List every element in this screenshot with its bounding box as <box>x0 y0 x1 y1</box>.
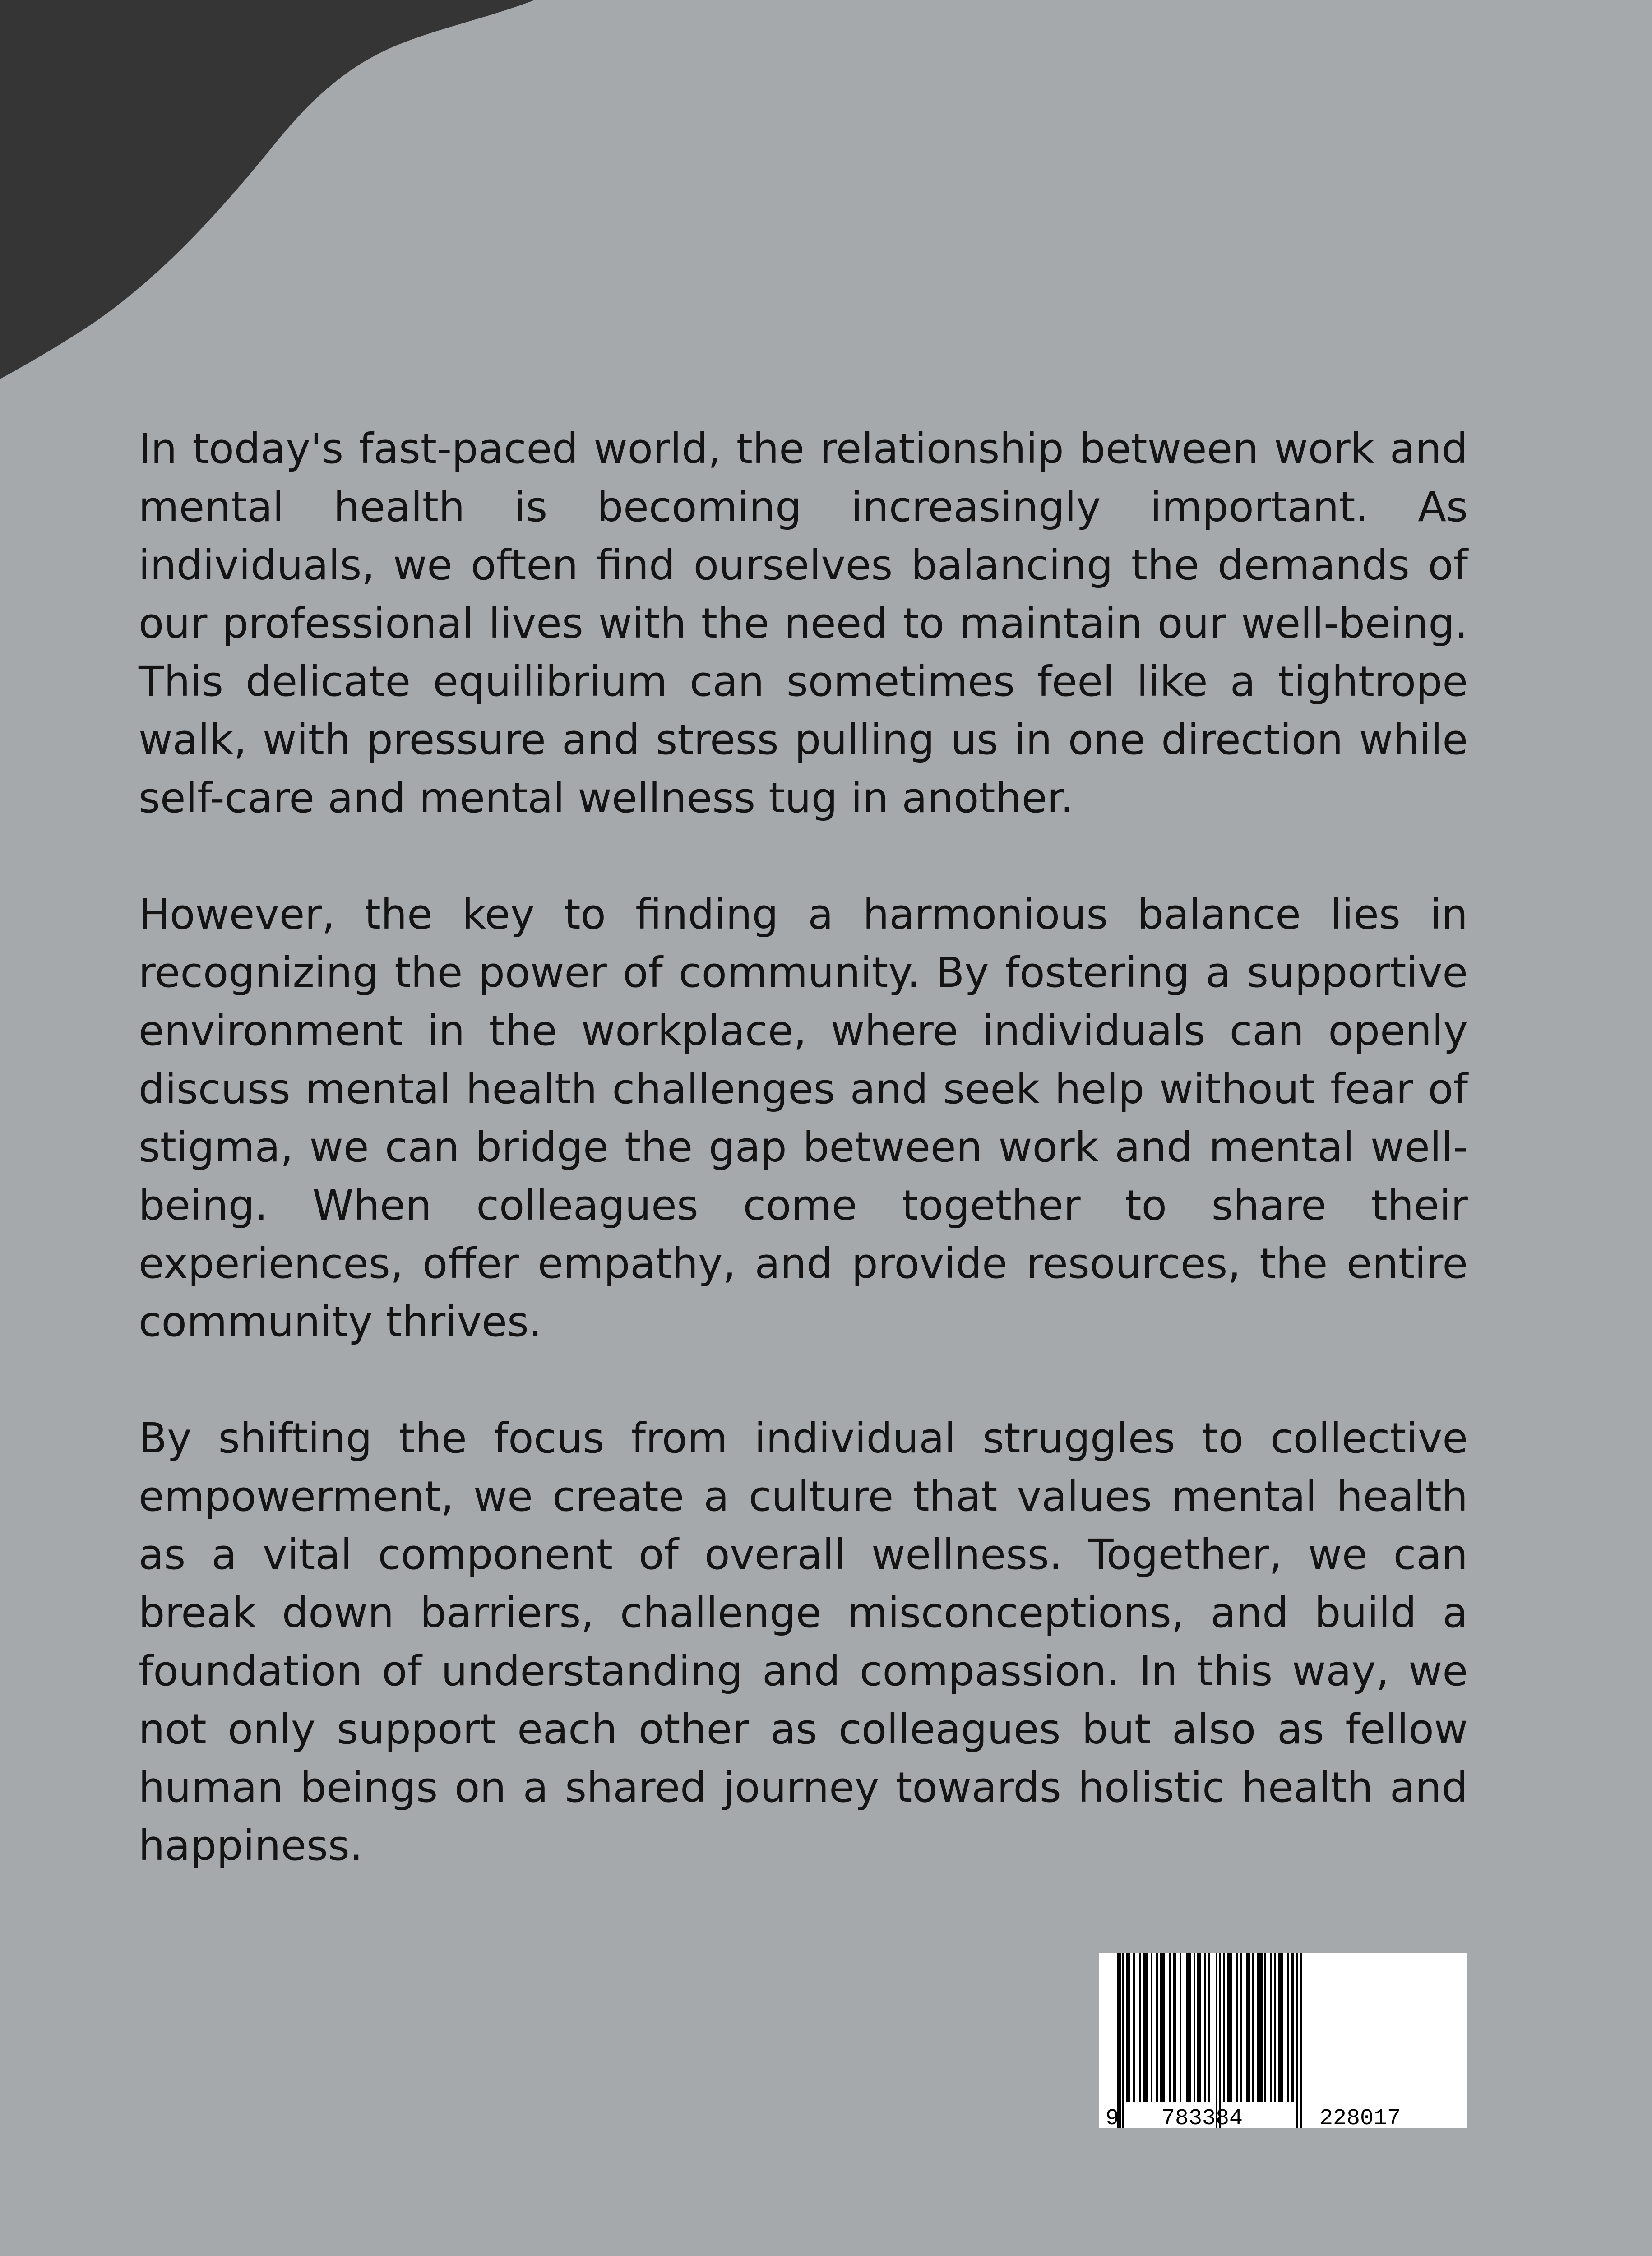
barcode-bar <box>1274 1953 1276 2102</box>
barcode-bar <box>1156 1953 1158 2102</box>
isbn-barcode <box>1099 1953 1467 2128</box>
barcode-bar <box>1204 1953 1206 2102</box>
barcode-bar <box>1126 1953 1130 2102</box>
barcode-bar <box>1180 1953 1181 2102</box>
barcode-bar <box>1143 1953 1148 2102</box>
barcode-graphic <box>1099 1953 1467 2128</box>
barcode-bar <box>1278 1953 1283 2102</box>
barcode-bar <box>1186 1953 1191 2102</box>
barcode-bar <box>1216 1953 1217 2128</box>
barcode-bar <box>1219 1953 1221 2128</box>
paragraph-2: However, the key to finding a harmonious balance lies in recognizing the power of community. By fostering a supportive environment in the workplace, where individuals can openly discuss mental health challenges and seek help without fear of stigma, we can bridge the gap between work and mental well-being. When colleagues come together to share their experiences, offer empathy, and provide resources, the entire community thrives. <box>139 890 1468 1346</box>
barcode-bar <box>1300 1953 1302 2128</box>
barcode-bar <box>1160 1953 1165 2102</box>
barcode-bar <box>1257 1953 1263 2102</box>
barcode-bar <box>1287 1953 1289 2102</box>
barcode-bar <box>1194 1953 1195 2102</box>
barcode-bar <box>1151 1953 1152 2102</box>
barcode-left-digits: 783384 <box>1161 2106 1243 2128</box>
barcode-bar <box>1117 1953 1121 2128</box>
barcode-bar <box>1227 1953 1232 2102</box>
barcode-bar <box>1133 1953 1135 2102</box>
barcode-bar <box>1291 1953 1294 2102</box>
barcode-bar <box>1252 1953 1254 2102</box>
barcode-bar <box>1240 1953 1242 2102</box>
barcode-right-digits: 228017 <box>1319 2106 1401 2128</box>
barcode-bar <box>1122 1953 1124 2128</box>
barcode-bar <box>1296 1953 1298 2128</box>
back-cover-description <box>139 420 1468 1933</box>
barcode-bar <box>1264 1953 1266 2102</box>
barcode-bar <box>1246 1953 1250 2102</box>
barcode-bar <box>1169 1953 1171 2102</box>
barcode-first-digit: 9 <box>1106 2106 1120 2128</box>
barcode-bar <box>1270 1953 1272 2102</box>
paragraph-1: In today's fast-paced world, the relationship between work and mental health is becoming increasingly important. As individuals, we often find ourselves balancing the demands of our professional lives with the need to maintain our well-being. This delicate equilibrium can sometimes feel like a tightrope walk, with pressure and stress pulling us in one direction while self-care and mental wellness tug in another. <box>139 425 1468 822</box>
paragraph-3: By shifting the focus from individual struggles to collective empowerment, we create a culture that values mental health as a vital component of overall wellness. Together, we can break down barriers, challenge misconceptions, and build a foundation of understanding and compassion. In this way, we not only support each other as colleagues but also as fellow human beings on a shared journey towards holistic health and happiness. <box>139 1414 1468 1870</box>
barcode-bar <box>1236 1953 1238 2102</box>
barcode-bar <box>1139 1953 1141 2102</box>
barcode-bar <box>1197 1953 1201 2102</box>
barcode-bar <box>1208 1953 1210 2102</box>
barcode-bar <box>1223 1953 1225 2102</box>
corner-decorative-shape <box>0 0 541 388</box>
barcode-bar <box>1173 1953 1176 2102</box>
